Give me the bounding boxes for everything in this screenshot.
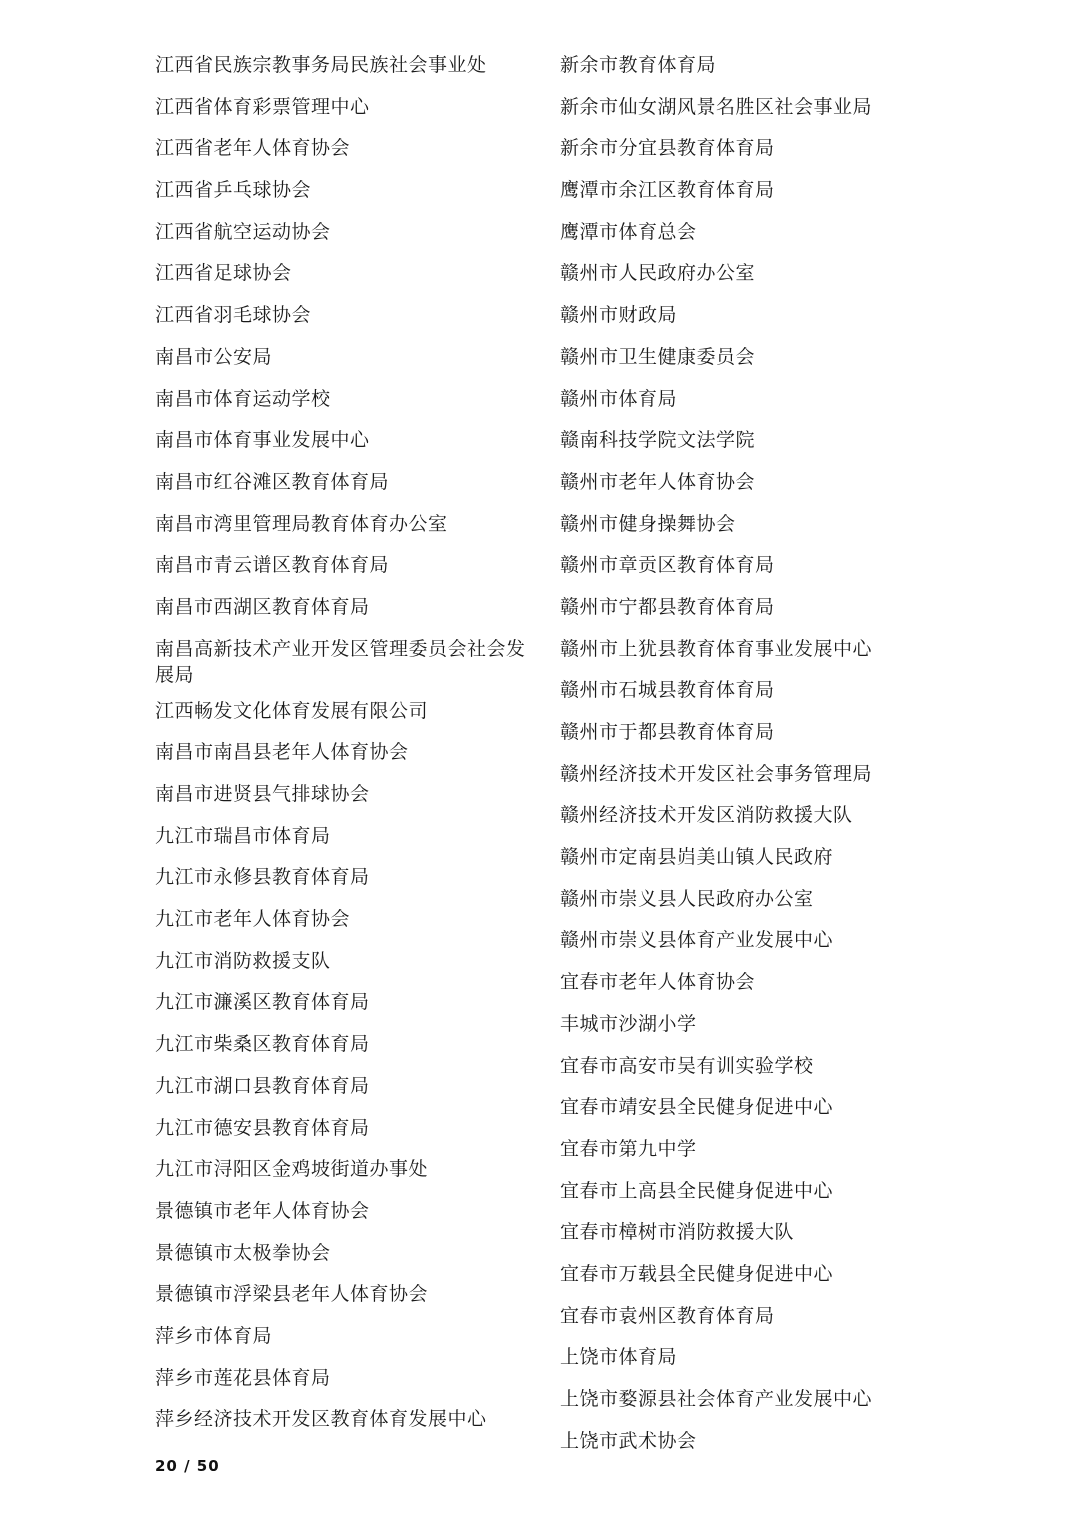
list-item: 南昌市红谷滩区教育体育局 [155, 470, 390, 493]
list-item: 新余市分宜县教育体育局 [560, 137, 775, 160]
list-item: 九江市老年人体育协会 [155, 908, 351, 931]
list-item: 九江市濂溪区教育体育局 [155, 991, 370, 1014]
page-number: 20 / 50 [155, 1457, 220, 1475]
list-item: 南昌市南昌县老年人体育协会 [155, 741, 409, 764]
list-item: 萍乡市莲花县体育局 [155, 1366, 331, 1389]
list-item: 宜春市靖安县全民健身促进中心 [560, 1096, 834, 1119]
list-item: 赣州市上犹县教育体育事业发展中心 [560, 637, 873, 660]
list-item: 新余市教育体育局 [560, 54, 717, 76]
list-item: 丰城市沙湖小学 [560, 1012, 697, 1035]
list-item: 九江市德安县教育体育局 [155, 1116, 370, 1139]
list-item: 赣州市崇义县人民政府办公室 [560, 887, 814, 910]
list-item: 江西省体育彩票管理中心 [155, 95, 370, 118]
list-item: 九江市湖口县教育体育局 [155, 1074, 370, 1097]
list-item: 景德镇市太极拳协会 [155, 1241, 331, 1264]
list-item: 上饶市武术协会 [560, 1429, 697, 1452]
list-item: 新余市仙女湖风景名胜区社会事业局 [560, 95, 873, 118]
list-item: 宜春市袁州区教育体育局 [560, 1304, 775, 1327]
list-item: 九江市柴桑区教育体育局 [155, 1033, 370, 1056]
list-item: 南昌市青云谱区教育体育局 [155, 554, 390, 577]
list-item: 九江市浔阳区金鸡坡街道办事处 [155, 1158, 429, 1181]
list-item: 景德镇市老年人体育协会 [155, 1199, 370, 1222]
list-item: 九江市瑞昌市体育局 [155, 824, 331, 847]
list-item: 赣州市于都县教育体育局 [560, 721, 775, 743]
list-item: 萍乡经济技术开发区教育体育发展中心 [155, 1408, 487, 1431]
list-item: 赣州市崇义县体育产业发展中心 [560, 929, 834, 952]
list-item: 赣州市老年人体育协会 [560, 470, 756, 493]
list-item: 宜春市高安市吴有训实验学校 [560, 1054, 814, 1077]
list-item: 江西省足球协会 [155, 262, 292, 285]
list-item: 南昌市进贤县气排球协会 [155, 783, 370, 805]
list-item: 宜春市第九中学 [560, 1137, 697, 1160]
list-item: 赣州市定南县岿美山镇人民政府 [560, 846, 834, 869]
list-item: 赣州市人民政府办公室 [560, 262, 756, 285]
list-item: 江西省羽毛球协会 [155, 304, 312, 327]
list-item: 江西省老年人体育协会 [155, 137, 351, 160]
list-item: 江西省航空运动协会 [155, 220, 331, 243]
list-item: 萍乡市体育局 [155, 1324, 273, 1347]
list-item: 江西省民族宗教事务局民族社会事业处 [155, 54, 487, 76]
list-item: 赣州市卫生健康委员会 [560, 345, 756, 368]
list-item: 赣州市宁都县教育体育局 [560, 595, 775, 618]
list-item: 宜春市万载县全民健身促进中心 [560, 1262, 834, 1285]
right-column-list [560, 52, 890, 1469]
list-item: 九江市消防救援支队 [155, 949, 331, 972]
list-item: 九江市永修县教育体育局 [155, 866, 370, 889]
list-item: 宜春市老年人体育协会 [560, 971, 756, 994]
list-item: 景德镇市浮梁县老年人体育协会 [155, 1283, 429, 1306]
list-item: 赣州市健身操舞协会 [560, 512, 736, 535]
list-item: 赣州市石城县教育体育局 [560, 679, 775, 702]
list-item: 南昌市湾里管理局教育体育办公室 [155, 512, 448, 535]
list-item: 赣南科技学院文法学院 [560, 429, 756, 452]
list-item: 上饶市体育局 [560, 1346, 678, 1369]
list-item: 宜春市上高县全民健身促进中心 [560, 1179, 834, 1202]
list-item: 赣州市体育局 [560, 387, 678, 410]
list-item: 南昌高新技术产业开发区管理委员会社会发展局 [155, 637, 526, 686]
list-item: 鹰潭市余江区教育体育局 [560, 179, 775, 202]
list-item: 南昌市西湖区教育体育局 [155, 595, 370, 618]
list-item: 江西畅发文化体育发展有限公司 [155, 699, 429, 722]
list-item: 赣州市章贡区教育体育局 [560, 554, 775, 577]
list-item: 赣州经济技术开发区社会事务管理局 [560, 762, 873, 785]
list-item: 赣州市财政局 [560, 304, 678, 327]
list-item: 南昌市体育事业发展中心 [155, 429, 370, 452]
left-column-list [155, 52, 530, 1448]
list-item: 宜春市樟树市消防救援大队 [560, 1221, 795, 1244]
list-item: 鹰潭市体育总会 [560, 220, 697, 243]
list-item: 南昌市公安局 [155, 345, 273, 368]
list-item: 赣州经济技术开发区消防救援大队 [560, 804, 853, 827]
list-item: 南昌市体育运动学校 [155, 387, 331, 410]
list-item: 江西省乒乓球协会 [155, 179, 312, 202]
list-item: 上饶市婺源县社会体育产业发展中心 [560, 1388, 873, 1410]
